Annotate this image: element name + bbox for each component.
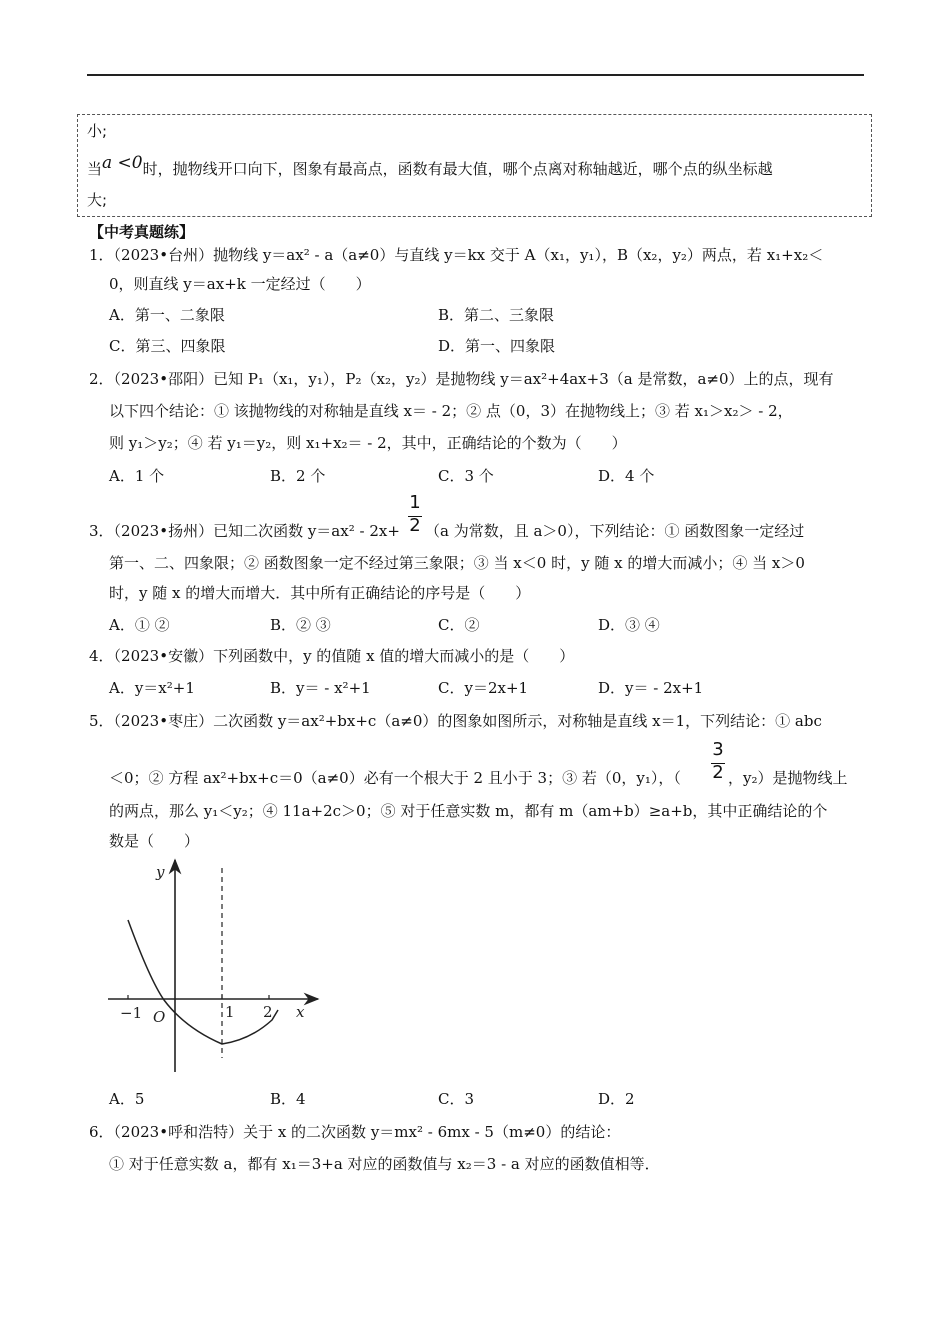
tick-minus1-label: −1 [120,1004,143,1022]
q5-option-b[interactable]: B．4 [270,1090,306,1108]
q5-line1: 5．（2023•枣庄）二次函数 y＝ax²+bx+c（a≠0）的图象如图所示，对称轴是直线 x＝1，下列结论：① abc [89,712,822,730]
q2-line2: 以下四个结论：① 该抛物线的对称轴是直线 x＝ - 2；② 点（0，3）在抛物线上；③ 若 x₁＞x₂＞ - 2， [109,402,793,420]
q1-line1: 1．（2023•台州）抛物线 y＝ax² - a（a≠0）与直线 y＝kx 交于 A（x₁，y₁），B（x₂，y₂）两点，若 x₁+x₂＜ [89,246,824,264]
q3-line2: 第一、二、四象限；② 函数图象一定不经过第三象限；③ 当 x＜0 时，y 随 x 的增大而减小；④ 当 x＞0 [109,554,805,572]
q1-option-c[interactable]: C．第三、四象限 [109,337,226,355]
origin-label: O [153,1008,166,1026]
q5-line2-post: ，y₂）是抛物线上 [728,769,848,787]
box-line-1: 小; [87,122,108,140]
q3-line1-post: （a 为常数，且 a＞0），下列结论：① 函数图象一定经过 [425,522,805,540]
x-axis-label: x [296,1003,305,1021]
q5-line4: 数是（ ） [109,832,200,850]
parabola-graph [100,850,330,1085]
q3-option-c[interactable]: C．② [438,616,480,634]
q2-option-d[interactable]: D．4 个 [598,467,655,485]
box-line-3: 大; [87,191,108,209]
q1-line2: 0，则直线 y＝ax+k 一定经过（ ） [109,275,371,293]
q1-option-d[interactable]: D．第一、四象限 [438,337,556,355]
section-title: 【中考真题练】 [89,223,195,241]
header-rule [87,74,864,76]
q4-option-d[interactable]: D．y＝ - 2x+1 [598,679,704,697]
parabola-curve [128,920,278,1044]
q3-fraction-numerator: 1 [409,492,421,513]
q5-fraction-denominator: 2 [712,762,724,783]
q4-option-a[interactable]: A．y＝x²+1 [109,679,195,697]
box-line-2: 当a <0时，抛物线开口向下，图象有最高点，函数有最大值，哪个点离对称轴越近，哪个点的纵坐标越 [87,153,773,178]
q1-option-a[interactable]: A．第一、二象限 [109,306,225,324]
q3-option-d[interactable]: D．③ ④ [598,616,660,634]
q3-line3: 时，y 随 x 的增大而增大．其中所有正确结论的序号是（ ） [109,584,531,602]
q4-option-b[interactable]: B．y＝ - x²+1 [270,679,371,697]
q2-line3: 则 y₁＞y₂；④ 若 y₁＝y₂，则 x₁+x₂＝ - 2，其中，正确结论的个数为（ ） [109,434,627,452]
q2-option-b[interactable]: B．2 个 [270,467,326,485]
q1-option-b[interactable]: B．第二、三象限 [438,306,555,324]
q6-line2: ① 对于任意实数 a，都有 x₁＝3+a 对应的函数值与 x₂＝3 - a 对应的函数值相等． [109,1155,660,1173]
q3-option-a[interactable]: A．① ② [109,616,170,634]
tick-2-label: 2 [263,1003,273,1021]
tick-1-label: 1 [225,1003,235,1021]
q3-line1-pre: 3．（2023•扬州）已知二次函数 y＝ax² - 2x+ [89,522,400,540]
q5-option-a[interactable]: A．5 [109,1090,145,1108]
q5-option-c[interactable]: C．3 [438,1090,475,1108]
q5-line3: 的两点，那么 y₁＜y₂；④ 11a+2c＞0；⑤ 对于任意实数 m，都有 m（am+b）≥a+b，其中正确结论的个 [109,802,828,820]
q2-option-a[interactable]: A．1 个 [109,467,165,485]
q2-option-c[interactable]: C．3 个 [438,467,494,485]
q2-line1: 2．（2023•邵阳）已知 P₁（x₁，y₁），P₂（x₂，y₂）是抛物线 y＝ax²+4ax+3（a 是常数，a≠0）上的点，现有 [89,370,834,388]
q3-option-b[interactable]: B．② ③ [270,616,331,634]
q4-line1: 4．（2023•安徽）下列函数中，y 的值随 x 值的增大而减小的是（ ） [89,647,575,665]
q5-line2-pre: ＜0；② 方程 ax²+bx+c＝0（a≠0）必有一个根大于 2 且小于 3；③ 若（0，y₁），（ [109,769,681,787]
y-axis-label: y [156,863,165,881]
q4-option-c[interactable]: C．y＝2x+1 [438,679,529,697]
q5-fraction-numerator: 3 [712,739,724,760]
q5-option-d[interactable]: D．2 [598,1090,635,1108]
q3-fraction-denominator: 2 [409,515,421,536]
q6-line1: 6．（2023•呼和浩特）关于 x 的二次函数 y＝mx² - 6mx - 5（m≠0）的结论： [89,1123,621,1141]
